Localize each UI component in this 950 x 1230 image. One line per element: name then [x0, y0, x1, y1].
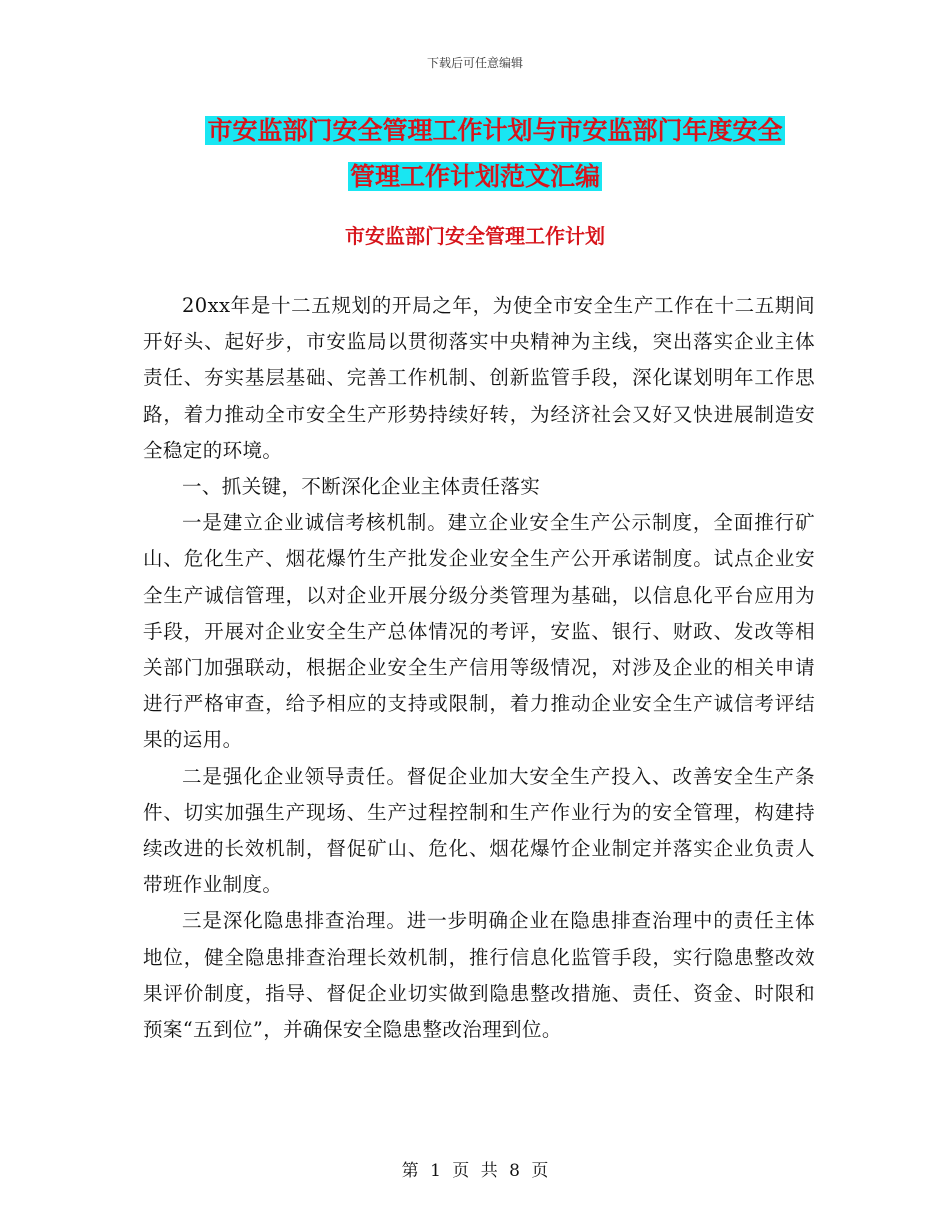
paragraph-heading: 一、抓关键，不断深化企业主体责任落实 — [182, 475, 541, 499]
document-title — [0, 108, 950, 200]
document-title-line2: 管理工作计划范文汇编 — [349, 162, 600, 191]
document-body — [143, 288, 815, 1048]
section-title: 市安监部门安全管理工作计划 — [345, 224, 605, 248]
paragraph: 三是深化隐患排查治理。进一步明确企业在隐患排查治理中的责任主体地位，健全隐患排查治理长效机制，推行信息化监管手段，实行隐患整改效果评价制度，指导、督促企业切实做到隐患整改措施、责任、资金、时限和预案“五到位”，并确保安全隐患整改治理到位。 — [143, 909, 815, 1042]
paragraph: 20xx年是十二五规划的开局之年，为使全市安全生产工作在十二五期间开好头、起好步，市安监局以贯彻落实中央精神为主线，突出落实企业主体责任、夯实基层基础、完善工作机制、创新监管手段，深化谋划明年工作思路，着力推动全市安全生产形势持续好转，为经济社会又好又快进展制造安全稳定的环境。 — [143, 294, 815, 462]
paragraph: 一是建立企业诚信考核机制。建立企业安全生产公示制度，全面推行矿山、危化生产、烟花爆竹生产批发企业安全生产公开承诺制度。试点企业安全生产诚信管理，以对企业开展分级分类管理为基础，以信息化平台应用为手段，开展对企业安全生产总体情况的考评，安监、银行、财政、发改等相关部门加强联动，根据企业安全生产信用等级情况，对涉及企业的相关申请进行严格审查，给予相应的支持或限制，着力推动企业安全生产诚信考评结果的运用。 — [143, 511, 815, 752]
header-note: 下载后可任意编辑 — [426, 56, 523, 70]
paragraph: 二是强化企业领导责任。督促企业加大安全生产投入、改善安全生产条件、切实加强生产现场、生产过程控制和生产作业行为的安全管理，构建持续改进的长效机制，督促矿山、危化、烟花爆竹企业制定并落实企业负责人带班作业制度。 — [143, 764, 815, 897]
document-title-line1: 市安监部门安全管理工作计划与市安监部门年度安全 — [207, 116, 783, 145]
page-number: 第 1 页 共 8 页 — [401, 1161, 549, 1181]
